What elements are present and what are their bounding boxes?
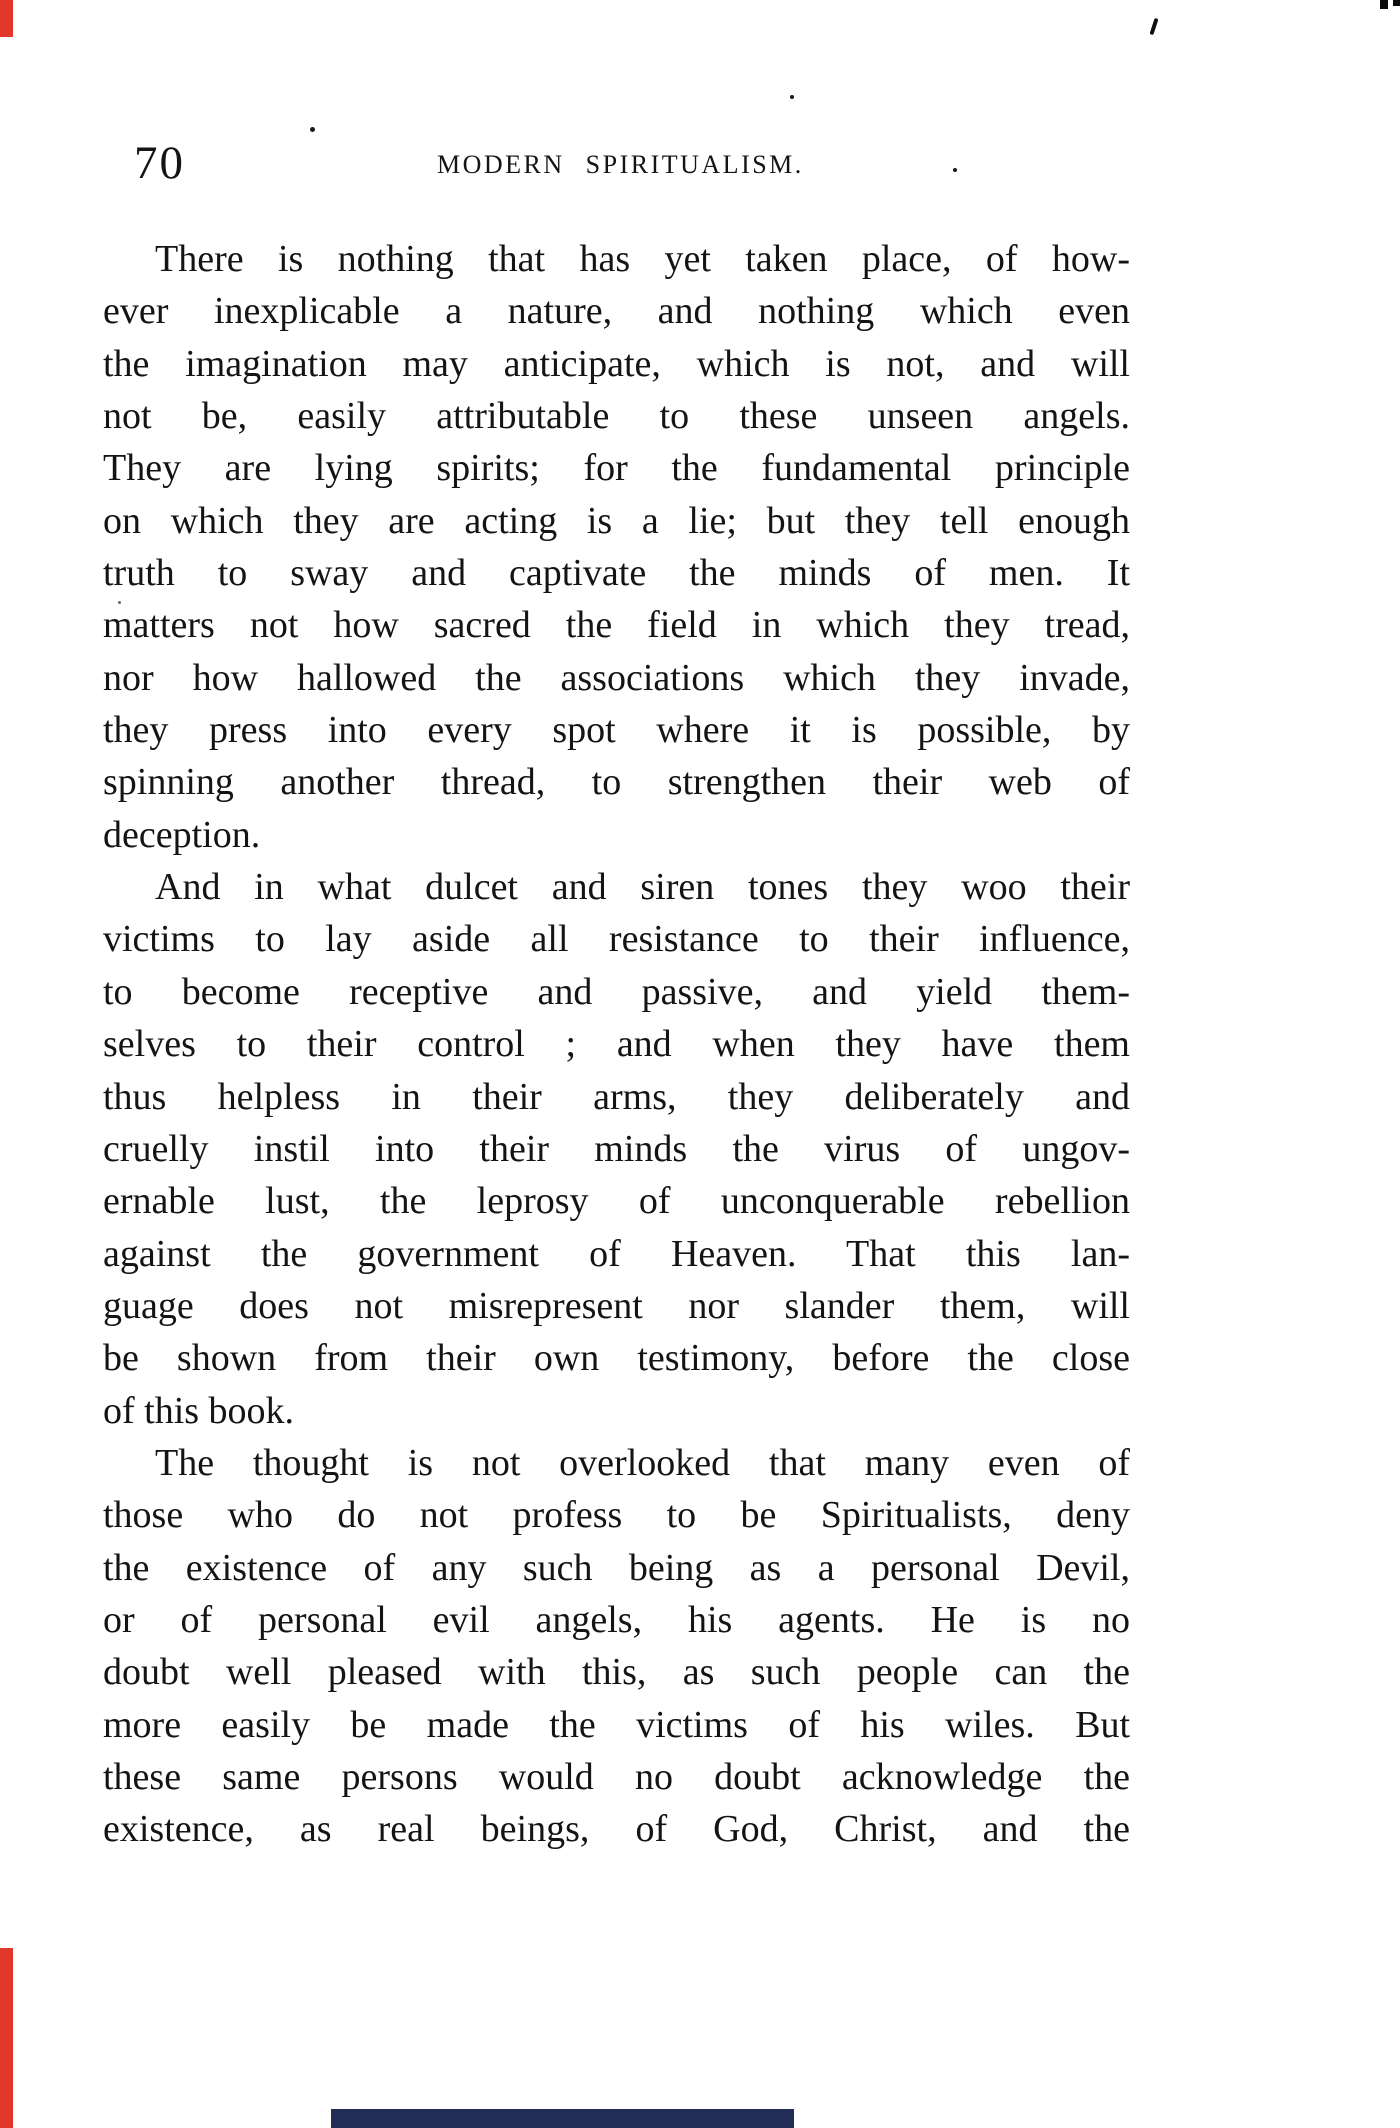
running-title: MODERN SPIRITUALISM. <box>437 150 804 179</box>
text-line: ernable lust, the leprosy of unconquerable rebellion <box>103 1180 1130 1223</box>
text-line: against the government of Heaven. That this lan- <box>103 1232 1130 1275</box>
text-line: The thought is not overlooked that many even of <box>155 1441 1130 1484</box>
text-line: on which they are acting is a lie; but they tell enough <box>103 499 1130 542</box>
paragraph <box>103 861 1130 1437</box>
page-number: 70 <box>134 137 185 189</box>
body-text <box>103 233 1130 1856</box>
text-line: victims to lay aside all resistance to their influence, <box>103 918 1130 961</box>
paragraph <box>103 233 1130 861</box>
text-line: to become receptive and passive, and yield them- <box>103 970 1130 1013</box>
ink-tick-mark <box>1149 18 1158 35</box>
text-line: or of personal evil angels, his agents. He is no <box>103 1598 1130 1641</box>
text-line: of this book. <box>103 1389 295 1432</box>
text-line: they press into every spot where it is possible, by <box>103 709 1130 752</box>
paragraph <box>103 1437 1130 1856</box>
text-line: There is nothing that has yet taken place, of how- <box>155 238 1130 280</box>
text-line: nor how hallowed the associations which they invade, <box>103 656 1130 699</box>
text-line: guage does not misrepresent nor slander them, will <box>103 1284 1130 1327</box>
scan-navy-bar <box>331 2109 794 2128</box>
text-line: doubt well pleased with this, as such people can the <box>103 1651 1130 1694</box>
text-line: deception. <box>103 813 261 856</box>
text-line: selves to their control ; and when they have them <box>103 1023 1130 1066</box>
text-line: the existence of any such being as a personal Devil, <box>103 1546 1130 1589</box>
ink-speck <box>953 168 957 172</box>
text-line: be shown from their own testimony, before the close <box>103 1337 1130 1380</box>
text-line: cruelly instil into their minds the virus of ungov- <box>103 1127 1130 1170</box>
text-line: And in what dulcet and siren tones they woo their <box>155 866 1130 909</box>
text-line: these same persons would no doubt acknowledge the <box>103 1755 1130 1798</box>
text-line: matters not how sacred the field in which they tread, <box>103 604 1130 647</box>
corner-ink-speck <box>1380 0 1388 9</box>
corner-ink-speck <box>1393 0 1400 6</box>
text-line: spinning another thread, to strengthen their web of <box>103 761 1130 804</box>
text-line: existence, as real beings, of God, Christ, and the <box>103 1808 1130 1851</box>
text-line: more easily be made the victims of his wiles. But <box>103 1703 1130 1746</box>
ink-speck <box>310 127 315 132</box>
text-line: not be, easily attributable to these unseen angels. <box>103 395 1130 438</box>
text-line: those who do not profess to be Spiritualists, deny <box>103 1494 1130 1537</box>
text-line: ever inexplicable a nature, and nothing which even <box>103 290 1130 333</box>
ink-speck <box>790 95 794 99</box>
text-line: They are lying spirits; for the fundamental principle <box>103 447 1130 490</box>
text-line: truth to sway and captivate the minds of men. It <box>103 552 1130 595</box>
scan-edge-red-top <box>0 0 13 37</box>
text-line: thus helpless in their arms, they deliberately and <box>103 1075 1130 1118</box>
scan-edge-red-bottom <box>0 1948 13 2128</box>
text-line: the imagination may anticipate, which is not, and will <box>103 342 1130 385</box>
